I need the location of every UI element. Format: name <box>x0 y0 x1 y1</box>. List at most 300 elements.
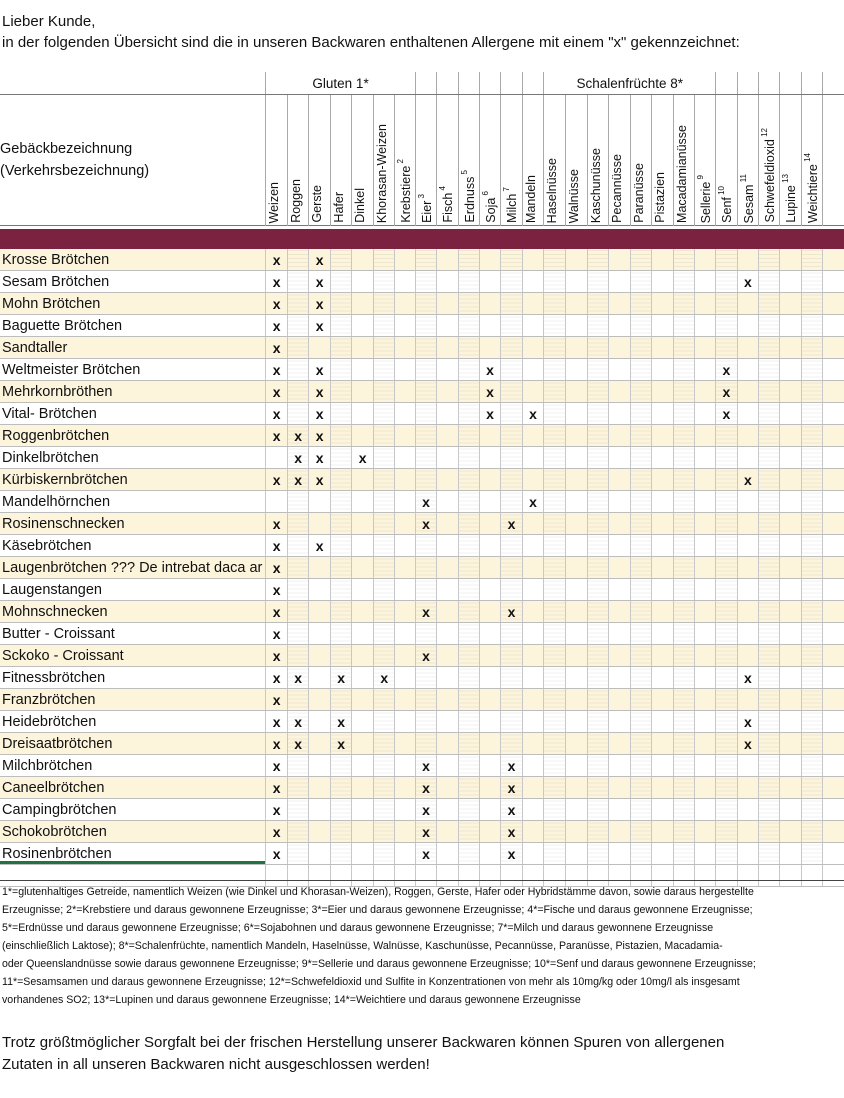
allergen-cell[interactable] <box>437 711 458 733</box>
allergen-cell[interactable] <box>395 271 415 293</box>
allergen-cell[interactable] <box>330 821 352 843</box>
allergen-cell[interactable]: x <box>287 667 309 689</box>
allergen-cell[interactable] <box>759 821 780 843</box>
allergen-cell[interactable] <box>652 689 674 711</box>
allergen-cell[interactable]: x <box>522 403 544 425</box>
allergen-cell[interactable] <box>759 623 780 645</box>
allergen-cell[interactable] <box>458 293 479 315</box>
allergen-cell[interactable] <box>522 447 544 469</box>
allergen-cell[interactable]: x <box>266 293 288 315</box>
allergen-cell[interactable] <box>565 799 587 821</box>
product-name[interactable]: Sandtaller <box>0 337 266 359</box>
allergen-cell[interactable] <box>694 359 716 381</box>
allergen-cell[interactable] <box>759 315 780 337</box>
allergen-cell[interactable] <box>737 535 759 557</box>
allergen-cell[interactable] <box>630 513 652 535</box>
allergen-cell[interactable] <box>352 469 374 491</box>
allergen-cell[interactable] <box>565 337 587 359</box>
allergen-cell[interactable] <box>479 315 501 337</box>
allergen-cell[interactable]: x <box>415 843 437 865</box>
allergen-cell[interactable] <box>630 667 652 689</box>
allergen-cell[interactable] <box>822 469 844 491</box>
allergen-cell[interactable] <box>544 843 566 865</box>
allergen-cell[interactable] <box>780 535 801 557</box>
allergen-cell[interactable] <box>330 513 352 535</box>
allergen-cell[interactable] <box>630 425 652 447</box>
allergen-cell[interactable] <box>694 513 716 535</box>
allergen-cell[interactable] <box>716 469 738 491</box>
allergen-cell[interactable] <box>395 293 415 315</box>
allergen-cell[interactable] <box>673 799 694 821</box>
allergen-cell[interactable] <box>801 469 822 491</box>
allergen-cell[interactable] <box>266 491 288 513</box>
allergen-cell[interactable] <box>352 733 374 755</box>
allergen-cell[interactable] <box>544 293 566 315</box>
product-name[interactable]: Baguette Brötchen <box>0 315 266 337</box>
allergen-cell[interactable] <box>352 645 374 667</box>
allergen-cell[interactable] <box>437 667 458 689</box>
allergen-cell[interactable] <box>587 425 609 447</box>
allergen-cell[interactable] <box>458 645 479 667</box>
allergen-cell[interactable] <box>565 447 587 469</box>
allergen-cell[interactable] <box>479 557 501 579</box>
allergen-cell[interactable] <box>522 755 544 777</box>
allergen-cell[interactable] <box>522 535 544 557</box>
allergen-cell[interactable] <box>673 425 694 447</box>
allergen-cell[interactable] <box>822 579 844 601</box>
allergen-cell[interactable] <box>373 755 395 777</box>
allergen-cell[interactable]: x <box>266 403 288 425</box>
allergen-cell[interactable] <box>458 799 479 821</box>
allergen-cell[interactable] <box>673 711 694 733</box>
allergen-cell[interactable] <box>565 381 587 403</box>
allergen-cell[interactable] <box>352 513 374 535</box>
allergen-cell[interactable] <box>716 821 738 843</box>
allergen-cell[interactable] <box>565 667 587 689</box>
allergen-cell[interactable] <box>652 711 674 733</box>
allergen-cell[interactable] <box>737 293 759 315</box>
allergen-cell[interactable] <box>609 381 631 403</box>
allergen-cell[interactable] <box>609 447 631 469</box>
allergen-cell[interactable] <box>587 601 609 623</box>
allergen-cell[interactable] <box>609 557 631 579</box>
allergen-cell[interactable] <box>801 777 822 799</box>
allergen-cell[interactable] <box>587 249 609 271</box>
allergen-cell[interactable] <box>395 249 415 271</box>
allergen-cell[interactable] <box>352 403 374 425</box>
allergen-cell[interactable] <box>458 843 479 865</box>
allergen-cell[interactable] <box>630 843 652 865</box>
allergen-cell[interactable] <box>479 711 501 733</box>
allergen-cell[interactable] <box>287 821 309 843</box>
allergen-cell[interactable] <box>458 381 479 403</box>
allergen-cell[interactable] <box>822 535 844 557</box>
allergen-cell[interactable] <box>309 645 331 667</box>
allergen-cell[interactable] <box>630 337 652 359</box>
allergen-cell[interactable] <box>373 733 395 755</box>
allergen-cell[interactable] <box>522 271 544 293</box>
allergen-cell[interactable] <box>330 491 352 513</box>
allergen-cell[interactable] <box>822 293 844 315</box>
allergen-cell[interactable] <box>565 491 587 513</box>
allergen-cell[interactable] <box>587 557 609 579</box>
allergen-cell[interactable] <box>652 249 674 271</box>
allergen-cell[interactable] <box>801 359 822 381</box>
allergen-cell[interactable] <box>395 381 415 403</box>
allergen-cell[interactable] <box>673 755 694 777</box>
allergen-cell[interactable]: x <box>266 843 288 865</box>
allergen-cell[interactable]: x <box>266 777 288 799</box>
allergen-cell[interactable]: x <box>330 667 352 689</box>
allergen-cell[interactable] <box>437 689 458 711</box>
product-name[interactable]: Roggenbrötchen <box>0 425 266 447</box>
allergen-cell[interactable] <box>801 293 822 315</box>
allergen-cell[interactable] <box>522 557 544 579</box>
allergen-cell[interactable] <box>352 337 374 359</box>
allergen-cell[interactable] <box>415 623 437 645</box>
product-name[interactable]: Butter - Croissant <box>0 623 266 645</box>
allergen-cell[interactable] <box>373 843 395 865</box>
allergen-cell[interactable] <box>737 755 759 777</box>
allergen-cell[interactable] <box>309 601 331 623</box>
allergen-cell[interactable]: x <box>266 359 288 381</box>
allergen-cell[interactable]: x <box>287 733 309 755</box>
allergen-cell[interactable] <box>822 711 844 733</box>
allergen-cell[interactable] <box>694 689 716 711</box>
allergen-cell[interactable] <box>565 403 587 425</box>
allergen-cell[interactable] <box>458 271 479 293</box>
product-name[interactable]: Weltmeister Brötchen <box>0 359 266 381</box>
allergen-cell[interactable] <box>373 359 395 381</box>
allergen-cell[interactable] <box>609 667 631 689</box>
allergen-cell[interactable] <box>309 623 331 645</box>
allergen-cell[interactable] <box>652 447 674 469</box>
allergen-cell[interactable] <box>737 491 759 513</box>
allergen-cell[interactable] <box>716 579 738 601</box>
allergen-cell[interactable] <box>522 711 544 733</box>
allergen-cell[interactable] <box>652 645 674 667</box>
product-name[interactable]: Rosinenschnecken <box>0 513 266 535</box>
allergen-cell[interactable] <box>544 733 566 755</box>
allergen-cell[interactable] <box>780 513 801 535</box>
allergen-cell[interactable] <box>501 381 523 403</box>
allergen-cell[interactable] <box>822 249 844 271</box>
allergen-cell[interactable] <box>630 733 652 755</box>
allergen-cell[interactable] <box>373 557 395 579</box>
allergen-cell[interactable] <box>287 491 309 513</box>
allergen-cell[interactable]: x <box>266 623 288 645</box>
allergen-cell[interactable] <box>458 623 479 645</box>
allergen-cell[interactable] <box>652 403 674 425</box>
allergen-cell[interactable] <box>609 623 631 645</box>
allergen-cell[interactable] <box>544 535 566 557</box>
allergen-cell[interactable] <box>716 755 738 777</box>
allergen-cell[interactable] <box>694 579 716 601</box>
allergen-cell[interactable] <box>716 777 738 799</box>
allergen-cell[interactable] <box>415 733 437 755</box>
allergen-cell[interactable] <box>587 447 609 469</box>
allergen-cell[interactable] <box>609 359 631 381</box>
allergen-cell[interactable] <box>673 733 694 755</box>
allergen-cell[interactable] <box>694 403 716 425</box>
allergen-cell[interactable] <box>609 315 631 337</box>
allergen-cell[interactable] <box>716 843 738 865</box>
allergen-cell[interactable] <box>287 249 309 271</box>
allergen-cell[interactable] <box>780 315 801 337</box>
allergen-cell[interactable] <box>780 425 801 447</box>
allergen-cell[interactable]: x <box>415 821 437 843</box>
allergen-cell[interactable] <box>673 469 694 491</box>
allergen-cell[interactable] <box>522 469 544 491</box>
allergen-cell[interactable] <box>673 249 694 271</box>
allergen-cell[interactable] <box>479 469 501 491</box>
allergen-cell[interactable] <box>479 645 501 667</box>
allergen-cell[interactable] <box>673 271 694 293</box>
allergen-cell[interactable]: x <box>266 667 288 689</box>
allergen-cell[interactable] <box>544 623 566 645</box>
allergen-cell[interactable] <box>479 535 501 557</box>
allergen-cell[interactable] <box>415 469 437 491</box>
allergen-cell[interactable] <box>716 315 738 337</box>
allergen-cell[interactable] <box>630 491 652 513</box>
allergen-cell[interactable] <box>330 381 352 403</box>
allergen-cell[interactable] <box>694 381 716 403</box>
allergen-cell[interactable] <box>373 403 395 425</box>
allergen-cell[interactable] <box>437 425 458 447</box>
allergen-cell[interactable] <box>544 337 566 359</box>
allergen-cell[interactable] <box>609 249 631 271</box>
allergen-cell[interactable] <box>587 403 609 425</box>
allergen-cell[interactable] <box>479 425 501 447</box>
allergen-cell[interactable] <box>801 491 822 513</box>
allergen-cell[interactable] <box>437 623 458 645</box>
allergen-cell[interactable] <box>565 777 587 799</box>
allergen-cell[interactable] <box>716 667 738 689</box>
allergen-cell[interactable] <box>694 711 716 733</box>
allergen-cell[interactable] <box>652 425 674 447</box>
allergen-cell[interactable] <box>352 601 374 623</box>
allergen-cell[interactable] <box>630 359 652 381</box>
allergen-cell[interactable] <box>373 271 395 293</box>
allergen-cell[interactable] <box>330 755 352 777</box>
allergen-cell[interactable] <box>373 381 395 403</box>
allergen-cell[interactable] <box>822 513 844 535</box>
allergen-cell[interactable] <box>737 557 759 579</box>
allergen-cell[interactable]: x <box>716 381 738 403</box>
allergen-cell[interactable] <box>373 821 395 843</box>
allergen-cell[interactable] <box>544 249 566 271</box>
allergen-cell[interactable] <box>501 491 523 513</box>
allergen-cell[interactable] <box>737 359 759 381</box>
allergen-cell[interactable] <box>415 293 437 315</box>
allergen-cell[interactable] <box>759 337 780 359</box>
allergen-cell[interactable] <box>652 799 674 821</box>
allergen-cell[interactable]: x <box>737 711 759 733</box>
allergen-cell[interactable]: x <box>479 381 501 403</box>
allergen-cell[interactable] <box>759 689 780 711</box>
allergen-cell[interactable] <box>759 271 780 293</box>
allergen-cell[interactable] <box>652 733 674 755</box>
allergen-cell[interactable] <box>780 667 801 689</box>
allergen-cell[interactable]: x <box>266 821 288 843</box>
allergen-cell[interactable] <box>737 249 759 271</box>
allergen-cell[interactable] <box>522 315 544 337</box>
allergen-cell[interactable] <box>437 579 458 601</box>
product-name[interactable]: Kürbiskernbrötchen <box>0 469 266 491</box>
allergen-cell[interactable] <box>780 799 801 821</box>
allergen-cell[interactable] <box>458 579 479 601</box>
allergen-cell[interactable] <box>630 271 652 293</box>
allergen-cell[interactable] <box>501 447 523 469</box>
allergen-cell[interactable] <box>415 249 437 271</box>
allergen-cell[interactable] <box>801 601 822 623</box>
allergen-cell[interactable] <box>415 535 437 557</box>
allergen-cell[interactable]: x <box>501 777 523 799</box>
allergen-cell[interactable] <box>330 359 352 381</box>
allergen-cell[interactable] <box>565 315 587 337</box>
allergen-cell[interactable] <box>565 293 587 315</box>
allergen-cell[interactable] <box>373 777 395 799</box>
allergen-cell[interactable] <box>437 359 458 381</box>
allergen-cell[interactable] <box>458 403 479 425</box>
allergen-cell[interactable] <box>759 249 780 271</box>
allergen-cell[interactable] <box>630 403 652 425</box>
allergen-cell[interactable] <box>309 689 331 711</box>
allergen-cell[interactable] <box>501 711 523 733</box>
allergen-cell[interactable] <box>479 271 501 293</box>
allergen-cell[interactable] <box>501 557 523 579</box>
allergen-cell[interactable] <box>801 315 822 337</box>
allergen-cell[interactable] <box>673 689 694 711</box>
allergen-cell[interactable] <box>395 601 415 623</box>
allergen-cell[interactable] <box>458 689 479 711</box>
allergen-cell[interactable] <box>716 601 738 623</box>
allergen-cell[interactable] <box>694 535 716 557</box>
allergen-cell[interactable] <box>522 293 544 315</box>
allergen-cell[interactable] <box>479 293 501 315</box>
allergen-cell[interactable] <box>780 469 801 491</box>
allergen-cell[interactable] <box>458 821 479 843</box>
allergen-cell[interactable]: x <box>266 381 288 403</box>
allergen-cell[interactable]: x <box>266 799 288 821</box>
allergen-cell[interactable] <box>609 733 631 755</box>
allergen-cell[interactable] <box>501 425 523 447</box>
allergen-cell[interactable] <box>415 557 437 579</box>
allergen-cell[interactable] <box>395 821 415 843</box>
allergen-cell[interactable] <box>609 711 631 733</box>
allergen-cell[interactable]: x <box>330 711 352 733</box>
allergen-cell[interactable] <box>395 667 415 689</box>
allergen-cell[interactable] <box>373 623 395 645</box>
allergen-cell[interactable] <box>587 799 609 821</box>
allergen-cell[interactable] <box>630 755 652 777</box>
allergen-cell[interactable] <box>395 535 415 557</box>
allergen-cell[interactable]: x <box>266 337 288 359</box>
allergen-cell[interactable] <box>544 755 566 777</box>
allergen-cell[interactable] <box>737 447 759 469</box>
allergen-cell[interactable] <box>309 843 331 865</box>
allergen-cell[interactable] <box>609 689 631 711</box>
allergen-cell[interactable]: x <box>309 271 331 293</box>
allergen-cell[interactable] <box>630 821 652 843</box>
allergen-cell[interactable] <box>501 579 523 601</box>
allergen-cell[interactable] <box>352 777 374 799</box>
product-name[interactable]: Caneelbrötchen <box>0 777 266 799</box>
allergen-cell[interactable]: x <box>737 733 759 755</box>
allergen-cell[interactable] <box>352 821 374 843</box>
allergen-cell[interactable] <box>522 601 544 623</box>
allergen-cell[interactable] <box>673 777 694 799</box>
allergen-cell[interactable] <box>652 469 674 491</box>
allergen-cell[interactable]: x <box>330 733 352 755</box>
allergen-cell[interactable] <box>759 513 780 535</box>
allergen-cell[interactable]: x <box>415 777 437 799</box>
allergen-cell[interactable] <box>330 469 352 491</box>
allergen-cell[interactable] <box>330 425 352 447</box>
allergen-cell[interactable] <box>309 711 331 733</box>
allergen-cell[interactable] <box>694 623 716 645</box>
allergen-cell[interactable] <box>652 337 674 359</box>
allergen-cell[interactable] <box>565 601 587 623</box>
allergen-cell[interactable] <box>287 513 309 535</box>
allergen-cell[interactable] <box>673 337 694 359</box>
allergen-cell[interactable] <box>609 843 631 865</box>
allergen-cell[interactable] <box>630 249 652 271</box>
allergen-cell[interactable] <box>801 645 822 667</box>
allergen-cell[interactable]: x <box>479 359 501 381</box>
allergen-cell[interactable] <box>630 293 652 315</box>
allergen-cell[interactable] <box>716 623 738 645</box>
allergen-cell[interactable] <box>759 491 780 513</box>
allergen-cell[interactable] <box>437 821 458 843</box>
allergen-cell[interactable] <box>652 579 674 601</box>
allergen-cell[interactable] <box>673 667 694 689</box>
allergen-cell[interactable] <box>565 557 587 579</box>
allergen-cell[interactable] <box>694 667 716 689</box>
allergen-cell[interactable] <box>458 447 479 469</box>
allergen-cell[interactable] <box>759 403 780 425</box>
allergen-cell[interactable] <box>309 513 331 535</box>
allergen-cell[interactable] <box>759 381 780 403</box>
allergen-cell[interactable]: x <box>266 755 288 777</box>
allergen-cell[interactable] <box>630 469 652 491</box>
allergen-cell[interactable] <box>501 315 523 337</box>
allergen-cell[interactable] <box>309 491 331 513</box>
allergen-cell[interactable] <box>544 447 566 469</box>
allergen-cell[interactable] <box>737 315 759 337</box>
product-name[interactable]: Rosinenbrötchen <box>0 843 266 865</box>
allergen-cell[interactable] <box>587 513 609 535</box>
allergen-cell[interactable] <box>801 425 822 447</box>
allergen-cell[interactable] <box>694 469 716 491</box>
allergen-cell[interactable] <box>694 755 716 777</box>
allergen-cell[interactable] <box>565 469 587 491</box>
allergen-cell[interactable] <box>609 513 631 535</box>
allergen-cell[interactable] <box>287 755 309 777</box>
allergen-cell[interactable] <box>694 821 716 843</box>
allergen-cell[interactable] <box>780 777 801 799</box>
allergen-cell[interactable] <box>652 623 674 645</box>
allergen-cell[interactable] <box>759 777 780 799</box>
allergen-cell[interactable] <box>587 337 609 359</box>
allergen-cell[interactable] <box>759 601 780 623</box>
allergen-cell[interactable] <box>373 579 395 601</box>
allergen-cell[interactable] <box>801 513 822 535</box>
allergen-cell[interactable]: x <box>373 667 395 689</box>
allergen-cell[interactable] <box>479 733 501 755</box>
allergen-cell[interactable] <box>822 337 844 359</box>
allergen-cell[interactable] <box>373 447 395 469</box>
